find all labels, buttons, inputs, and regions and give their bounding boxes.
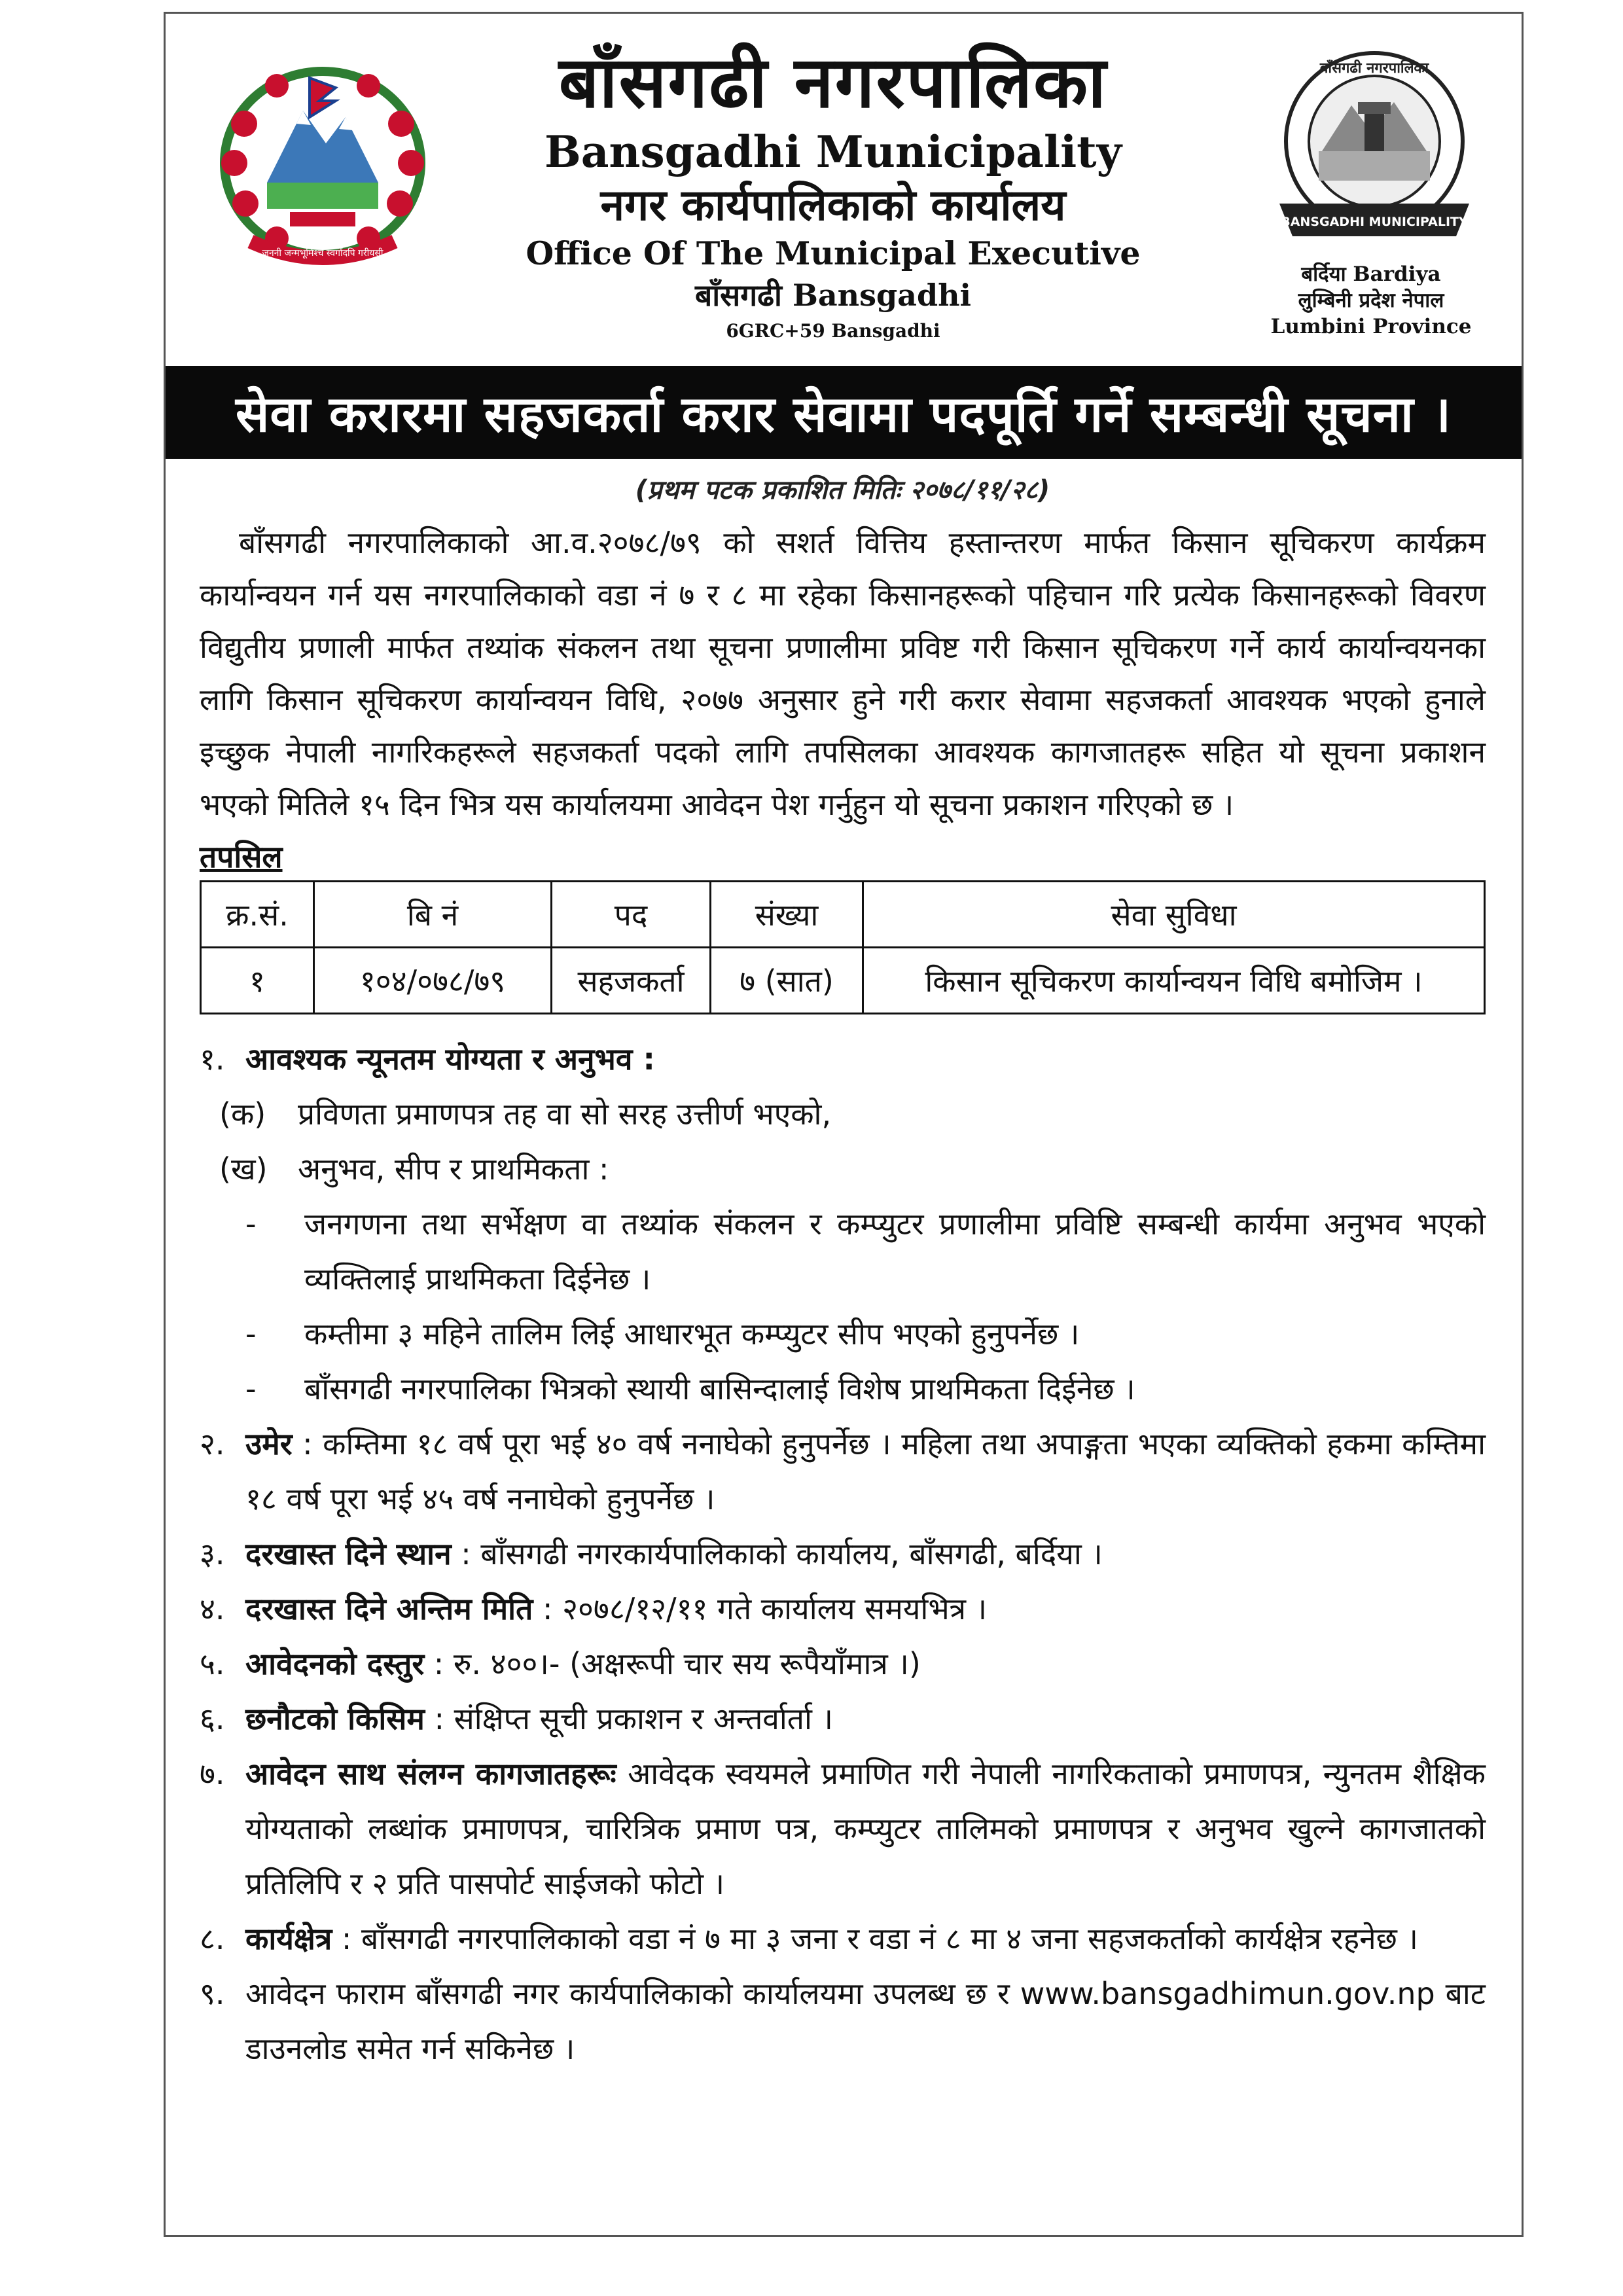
bullet-item: - कम्तीमा ३ महिने तालिम लिई आधारभूत कम्प्युटर सीप भएको हुनुपर्नेछ । <box>245 1316 1080 1352</box>
svg-text:जननी जन्मभूमिश्च स्वर्गादपि गर: जननी जन्मभूमिश्च स्वर्गादपि गरीयसी <box>262 248 383 259</box>
col-post: पद <box>552 882 711 948</box>
plus-code: 6GRC+59 Bansgadhi <box>726 320 940 342</box>
vacancy-table <box>200 880 1486 1014</box>
nepal-emblem-icon <box>205 52 440 274</box>
col-facilities: सेवा सुविधा <box>863 882 1485 948</box>
place-line <box>440 274 1226 316</box>
cell-post: सहजकर्ता <box>552 948 711 1014</box>
letterhead-titles <box>440 41 1226 346</box>
province-en: Lumbini Province <box>1270 315 1472 338</box>
list-item: ४. दरखास्त दिने अन्तिम मिति : २०७८/१२/११ गते कार्यालय समयभित्र । <box>200 1591 988 1626</box>
item-label: आवश्यक न्यूनतम योग्यता र अनुभव : <box>245 1041 655 1077</box>
col-sn: क्र.सं. <box>201 882 314 948</box>
col-ad-no: बि नं <box>314 882 552 948</box>
list-item: ८. कार्यक्षेत्र : बाँसगढी नगरपालिकाको वडा नं ७ मा ३ जना र वडा नं ८ मा ४ जना सहजकर्ताको कार्यक्षेत्र रहनेछ । <box>200 1921 1418 1956</box>
list-item: ९. आवेदन फाराम बाँसगढी नगर कार्यपालिकाको कार्यालयमा उपलब्ध छ र www.bansgadhimun.gov.np बाट डाउनलोड समेत गर्न सकिनेछ । <box>200 1966 1486 2076</box>
place-en: Bansgadhi <box>792 278 972 313</box>
sub-item-kha: (ख) अनुभव, सीप र प्राथमिकता : <box>219 1151 609 1187</box>
list-item: ६. छनौटको किसिम : संक्षिप्त सूची प्रकाशन र अन्तर्वार्ता । <box>200 1701 833 1736</box>
district-en: Bardiya <box>1353 262 1441 286</box>
notice-page <box>164 12 1524 2237</box>
col-count: संख्या <box>711 882 863 948</box>
cell-facilities: किसान सूचिकरण कार्यान्वयन विधि बमोजिम । <box>863 948 1485 1014</box>
municipality-name-np: बाँसगढी नगरपालिका <box>558 42 1108 124</box>
province-np: लुम्बिनी प्रदेश नेपाल <box>1298 289 1444 312</box>
office-name-np: नगर कार्यपालिकाको कार्यालय <box>600 180 1066 230</box>
notice-body <box>200 464 1486 2076</box>
table-header-row <box>201 882 1485 948</box>
list-item: ३. दरखास्त दिने स्थान : बाँसगढी नगरकार्यपालिकाको कार्यालय, बाँसगढी, बर्दिया । <box>200 1536 1103 1571</box>
bullet-item: - बाँसगढी नगरपालिका भित्रको स्थायी बासिन्दालाई विशेष प्राथमिकता दिईनेछ । <box>245 1371 1135 1407</box>
list-item: २. उमेर : कम्तिमा १८ वर्ष पूरा भई ४० वर्ष ननाघेको हुनुपर्नेछ । महिला तथा अपाङ्गता भएका व्यक्तिको हकमा कम्तिमा १८ वर्ष पूरा भई ४५ वर्ष ननाघेको हुनुपर्नेछ । <box>200 1426 1486 1516</box>
list-item: १. आवश्यक न्यूनतम योग्यता र अनुभव : <box>200 1041 655 1077</box>
table-row <box>201 948 1485 1014</box>
cell-count: ७ (सात) <box>711 948 863 1014</box>
sub-item-ka: (क) प्रविणता प्रमाणपत्र तह वा सो सरह उत्तीर्ण भएको, <box>219 1096 832 1132</box>
bullet-item: - जनगणना तथा सर्भेक्षण वा तथ्यांक संकलन र कम्प्युटर प्रणालीमा प्रविष्टि सम्बन्धी कार्यमा अनुभव भएको व्यक्तिलाई प्राथमिकता दिईनेछ । <box>245 1206 1486 1297</box>
published-date: (प्रथम पटक प्रकाशित मितिः २०७८/११/२८) <box>635 475 1050 505</box>
list-item: ७. आवेदन साथ संलग्न कागजातहरूः आवेदक स्वयमले प्रमाणित गरी नेपाली नागरिकताको प्रमाणपत्र, न्युनतम शैक्षिक योग्यताको लब्धांक प्रमाणपत्र, चारित्रिक प्रमाण पत्र, कम्प्युटर तालिमको प्रमाणपत्र र अनुभव खुल्ने कागजातको प्रतिलिपि र २ प्रति पासपोर्ट साईजको फोटो । <box>200 1756 1486 1901</box>
svg-text:BANSGADHI MUNICIPALITY: BANSGADHI MUNICIPALITY <box>1281 215 1468 229</box>
office-name-en: Office Of The Municipal Executive <box>526 234 1141 272</box>
svg-text:बाँसगढी नगरपालिका: बाँसगढी नगरपालिका <box>1319 60 1429 77</box>
district-np: बर्दिया <box>1301 262 1346 286</box>
location-block <box>1253 261 1489 340</box>
tapsil-heading: तपसिल <box>200 839 283 874</box>
district-line <box>1253 261 1489 287</box>
download-info: आवेदन फाराम बाँसगढी नगर कार्यपालिकाको कार्यालयमा उपलब्ध छ र www.bansgadhimun.gov.np बाट डाउनलोड समेत गर्न सकिनेछ । <box>245 1976 1486 2066</box>
conditions-list <box>200 1031 1486 2076</box>
municipality-seal-icon <box>1273 46 1476 262</box>
cell-sn: १ <box>201 948 314 1014</box>
cell-ad-no: १०४/०७८/७९ <box>314 948 552 1014</box>
municipality-name-en: Bansgadhi Municipality <box>544 126 1122 177</box>
intro-paragraph: बाँसगढी नगरपालिकाको आ.व.२०७८/७९ को सशर्त वित्तिय हस्तान्तरण मार्फत किसान सूचिकरण कार्यक्रम कार्यान्वयन गर्न यस नगरपालिकाको वडा नं ७ र ८ मा रहेका किसानहरूको पहिचान गरि प्रत्येक किसानहरूको विवरण विद्युतीय प्रणाली मार्फत तथ्यांक संकलन तथा सूचना प्रणालीमा प्रविष्ट गरी किसान सूचिकरण गर्ने कार्य कार्यान्वयनका लागि किसान सूचिकरण कार्यान्वयन विधि, २०७७ अनुसार हुने गरी करार सेवामा सहजकर्ता आवश्यक भएको हुनाले इच्छुक नेपाली नागरिकहरूले सहजकर्ता पदको लागि तपसिलका आवश्यक कागजातहरू सहित यो सूचना प्रकाशन भएको मितिले १५ दिन भित्र यस कार्यालयमा आवेदन पेश गर्नुहुन यो सूचना प्रकाशन गरिएको छ । <box>200 525 1486 822</box>
letterhead <box>166 14 1522 367</box>
place-np: बाँसगढी <box>694 278 782 313</box>
list-item: ५. आवेदनको दस्तुर : रु. ४००।- (अक्षरूपी चार सय रूपैयाँमात्र ।) <box>200 1646 921 1681</box>
notice-title-banner: सेवा करारमा सहजकर्ता करार सेवामा पदपूर्ति गर्ने सम्बन्धी सूचना । <box>166 366 1522 459</box>
